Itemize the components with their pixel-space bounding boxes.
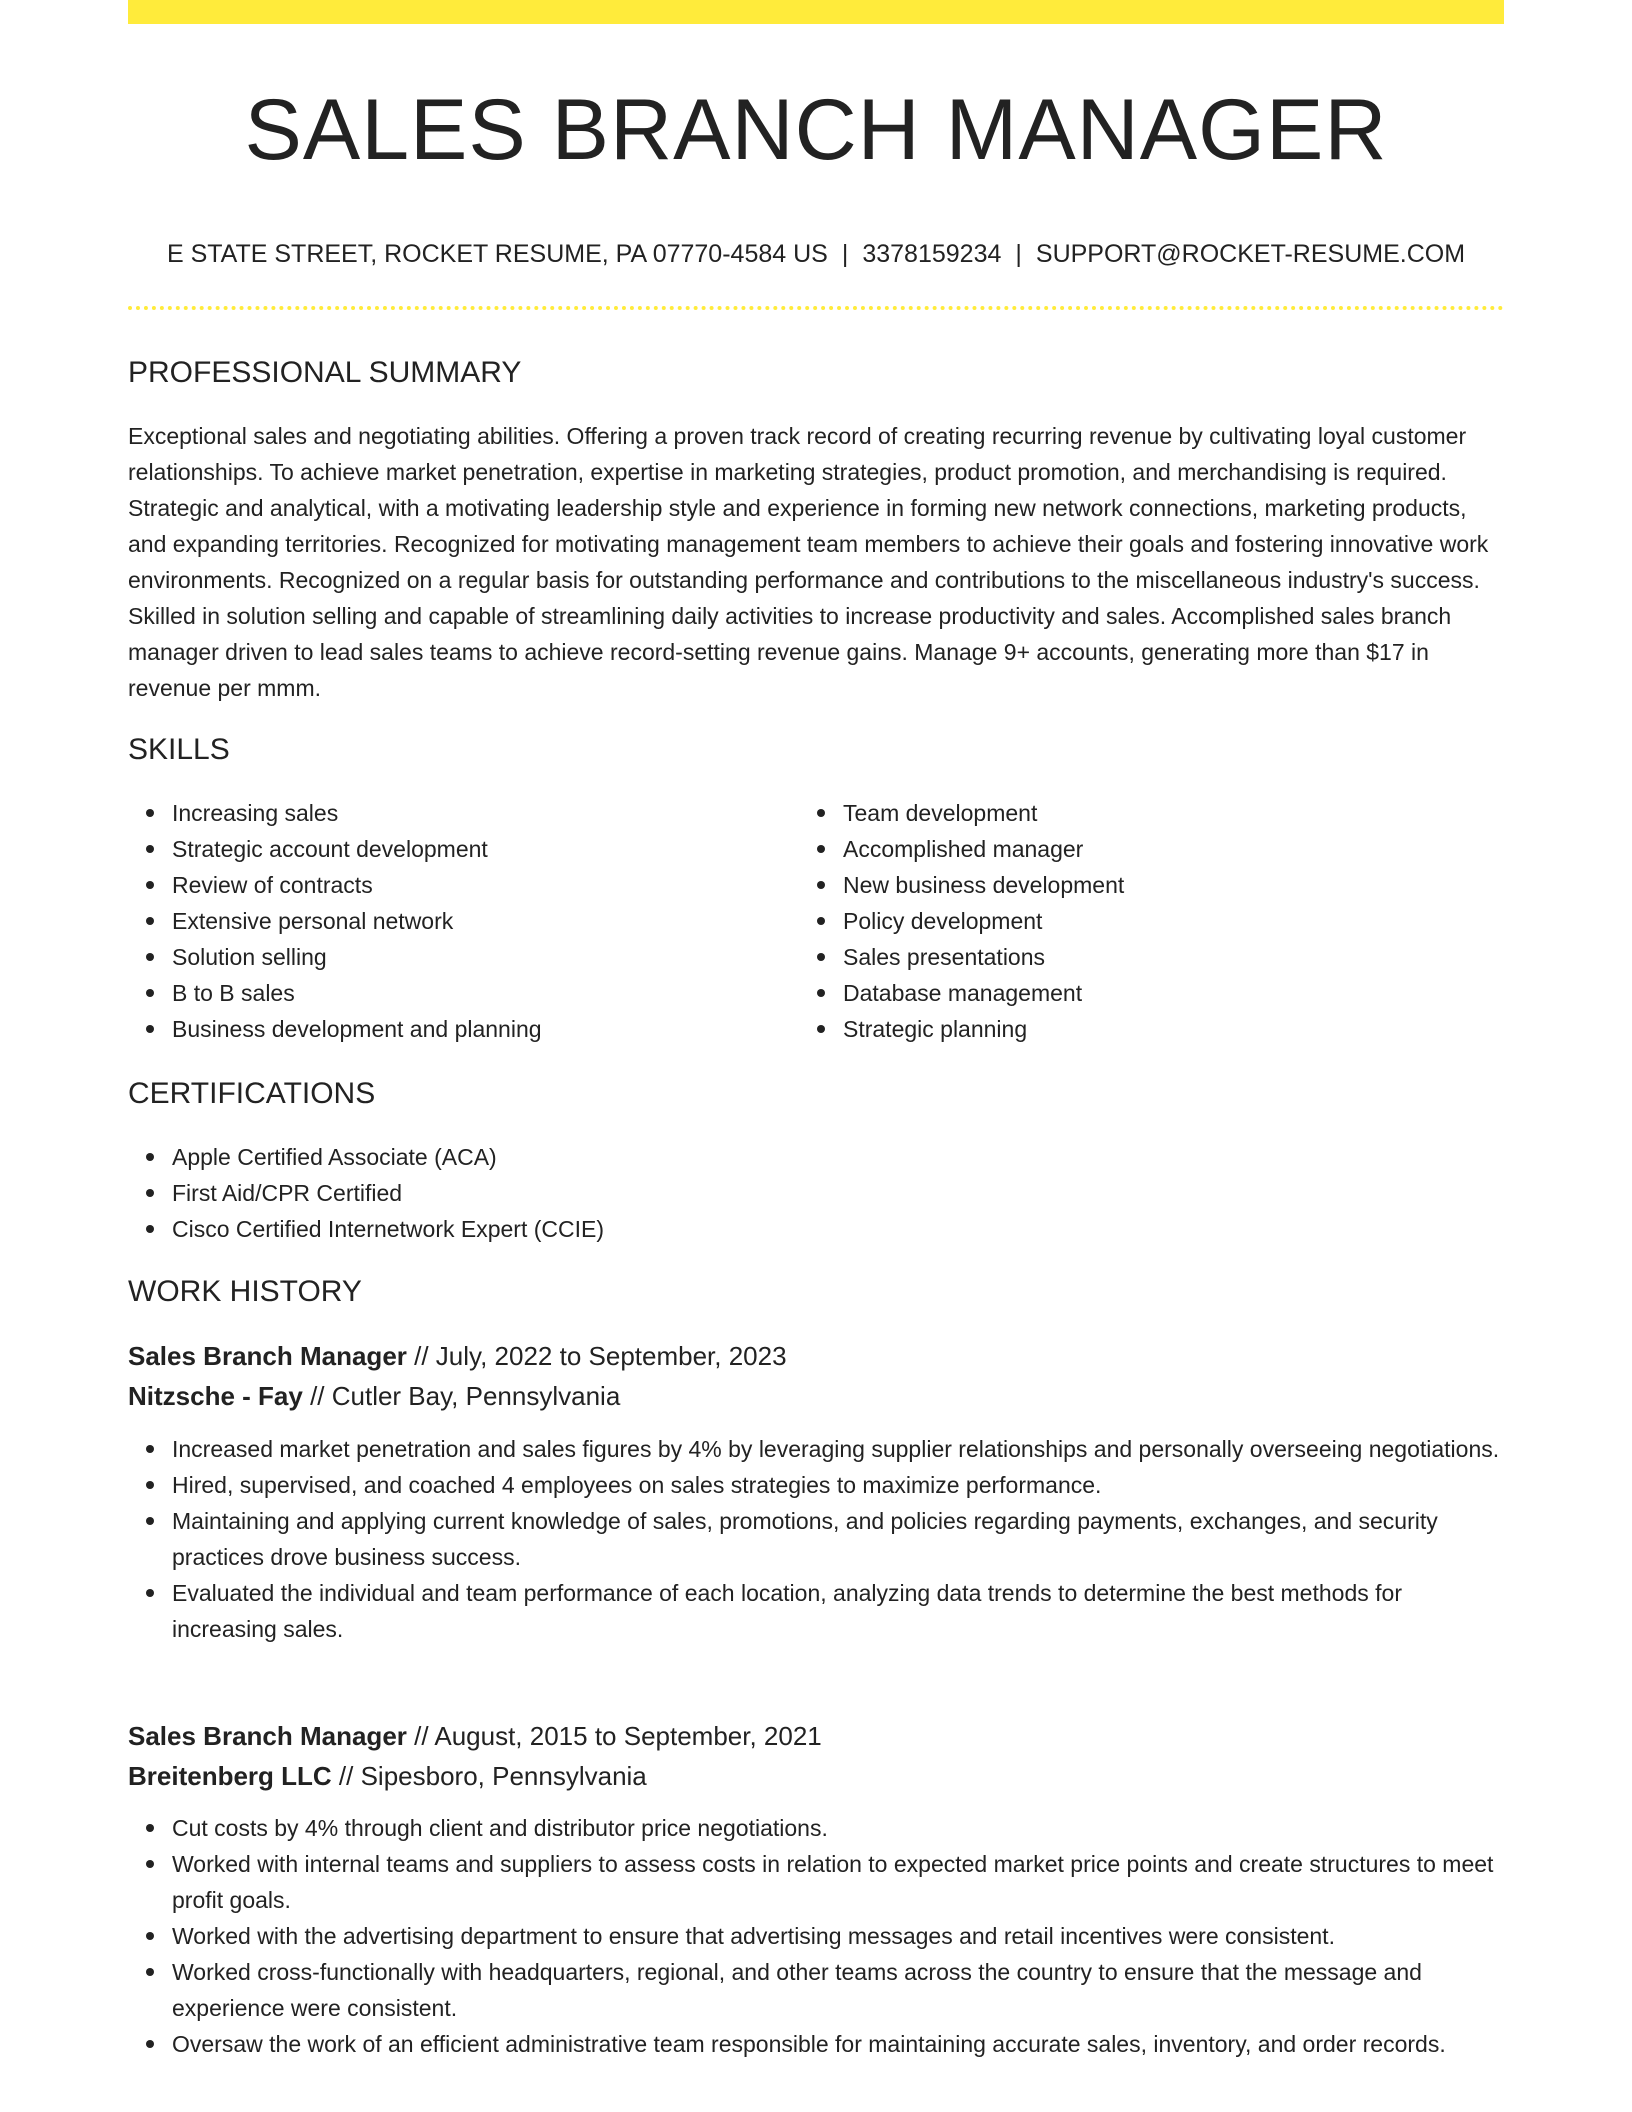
job-company-line [128, 1756, 647, 1796]
job-company: Breitenberg LLC [128, 1761, 332, 1791]
email: SUPPORT@ROCKET-RESUME.COM [1035, 240, 1466, 268]
job-location: // Sipesboro, Pennsylvania [338, 1761, 647, 1791]
list-item: Review of contracts [128, 867, 768, 903]
contact-line [128, 236, 1504, 272]
contact-separator: | [1015, 240, 1022, 268]
page-title: SALES BRANCH MANAGER [244, 82, 1388, 178]
job-title: Sales Branch Manager [128, 1721, 407, 1751]
list-item: Worked with the advertising department to ensure that advertising messages and retail incentives were consistent. [128, 1918, 1504, 1954]
job-title-line [128, 1716, 822, 1756]
list-item: Database management [799, 975, 1439, 1011]
list-item: Accomplished manager [799, 831, 1439, 867]
phone: 3378159234 [862, 240, 1002, 268]
list-item: Business development and planning [128, 1011, 768, 1047]
list-item: Team development [799, 795, 1439, 831]
list-item: Strategic account development [128, 831, 768, 867]
list-item: B to B sales [128, 975, 768, 1011]
job-title-line [128, 1336, 787, 1376]
list-item: Solution selling [128, 939, 768, 975]
skills-list-left [128, 795, 768, 1047]
list-item: Evaluated the individual and team performance of each location, analyzing data trends to determine the best methods for increasing sales. [128, 1575, 1504, 1647]
list-item: First Aid/CPR Certified [128, 1175, 1128, 1211]
job-bullets [128, 1431, 1504, 1647]
list-item: Strategic planning [799, 1011, 1439, 1047]
list-item: Oversaw the work of an efficient administrative team responsible for maintaining accurate sales, inventory, and order records. [128, 2026, 1504, 2062]
skills-list-right [799, 795, 1439, 1047]
job-dates: // August, 2015 to September, 2021 [414, 1721, 822, 1751]
address: E STATE STREET, ROCKET RESUME, PA 07770-4584 US [166, 240, 828, 268]
list-item: Worked cross-functionally with headquarters, regional, and other teams across the country to ensure that the message and experience were consistent. [128, 1954, 1504, 2026]
contact-separator: | [841, 240, 849, 268]
list-item: Hired, supervised, and coached 4 employees on sales strategies to maximize performance. [128, 1467, 1504, 1503]
list-item: Apple Certified Associate (ACA) [128, 1139, 1128, 1175]
summary-heading: PROFESSIONAL SUMMARY [128, 356, 522, 389]
job-dates: // July, 2022 to September, 2023 [414, 1341, 787, 1371]
certifications-list [128, 1139, 1128, 1247]
list-item: Increasing sales [128, 795, 768, 831]
certifications-heading: CERTIFICATIONS [128, 1077, 376, 1110]
list-item: Cisco Certified Internetwork Expert (CCIE) [128, 1211, 1128, 1247]
list-item: Cut costs by 4% through client and distributor price negotiations. [128, 1810, 1504, 1846]
summary-text: Exceptional sales and negotiating abilities. Offering a proven track record of creating recurring revenue by cultivating loyal customer relationships. To achieve market penetration, expertise in marketing strategies, product promotion, and merchandising is required. Strategic and analytical, with a motivating leadership style and experience in forming new network connections, marketing products, and expanding territories. Recognized for motivating management team members to achieve their goals and fostering innovative work environments. Recognized on a regular basis for outstanding performance and contributions to the miscellaneous industry's success. Skilled in solution selling and capable of streamlining daily activities to increase productivity and sales. Accomplished sales branch manager driven to lead sales teams to achieve record-setting revenue gains. Manage 9+ accounts, generating more than $17 in revenue per mmm. [128, 423, 1489, 701]
list-item: Maintaining and applying current knowledge of sales, promotions, and policies regarding payments, exchanges, and security practices drove business success. [128, 1503, 1504, 1575]
divider [128, 306, 1504, 310]
list-item: Increased market penetration and sales figures by 4% by leveraging supplier relationships and personally overseeing negotiations. [128, 1431, 1504, 1467]
list-item: New business development [799, 867, 1439, 903]
accent-bar [128, 0, 1504, 24]
job-company: Nitzsche - Fay [128, 1381, 303, 1411]
list-item: Extensive personal network [128, 903, 768, 939]
list-item: Policy development [799, 903, 1439, 939]
job-title: Sales Branch Manager [128, 1341, 407, 1371]
skills-heading: SKILLS [128, 733, 230, 766]
job-bullets [128, 1810, 1504, 2062]
work-history-heading: WORK HISTORY [128, 1275, 362, 1308]
job-company-line [128, 1376, 620, 1416]
list-item: Sales presentations [799, 939, 1439, 975]
list-item: Worked with internal teams and suppliers to assess costs in relation to expected market price points and create structures to meet profit goals. [128, 1846, 1504, 1918]
job-location: // Cutler Bay, Pennsylvania [310, 1381, 621, 1411]
